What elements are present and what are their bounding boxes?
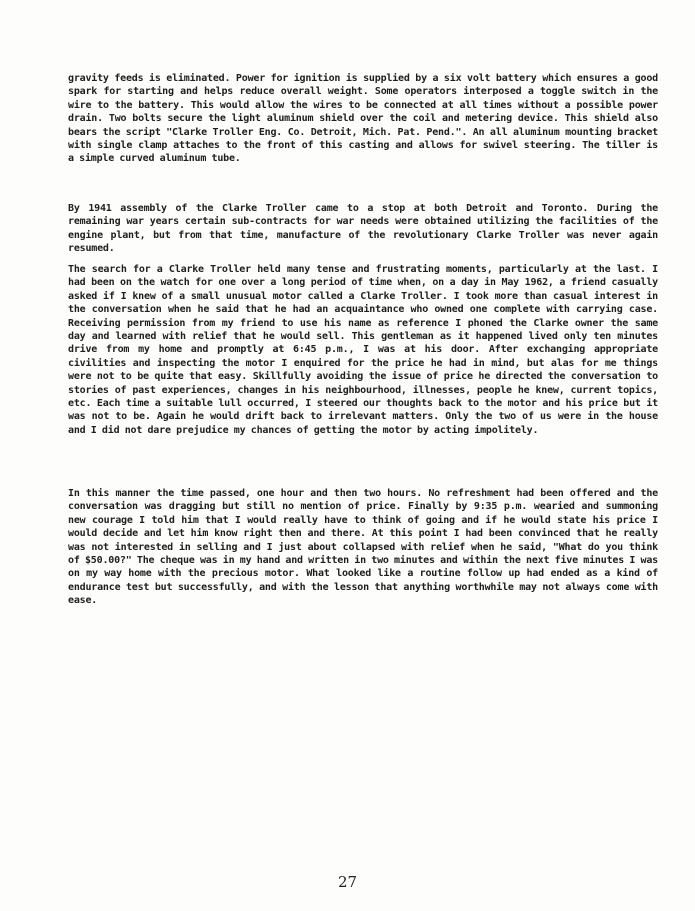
paragraph-production-end: By 1941 assembly of the Clarke Troller came to a stop at both Detroit and Toronto. During the remaining war years certain sub-contracts for war needs were obtained utilizing the facilities of the engine plant, but from that time, manufacture of the revolutionary Clarke Troller was never again resumed. [68, 203, 658, 255]
paragraph-search-for-troller: The search for a Clarke Troller held many tense and frustrating moments, particularly at the last. I had been on the watch for one over a long period of time when, on a day in May 1962, a friend casually asked if I knew of a small unusual motor called a Clarke Troller. I took more than casual interest in the conversation when he said that he had an acquaintance who owned one complete with carrying case. Receiving permission from my friend to use his name as reference I phoned the Clarke owner the same day and learned with relief that he would sell. This gentleman as it happened lived only ten minutes drive from my home and promptly at 6:45 p.m., I was at his door. After exchanging appropriate civilities and inspecting the motor I enquired for the price he had in mind, but alas for me things were not to be quite that easy. Skillfully avoiding the issue of price he directed the conversation to stories of past experiences, changes in his neighbourhood, illnesses, people he knew, current topics, etc. Each time a suitable lull occurred, I steered our thoughts back to the motor and his price but it was not to be. Again he would drift back to irrelevant matters. Only the two of us were in the house and I did not dare prejudice my chances of getting the motor by acting impolitely. [68, 264, 658, 436]
page-number: 27 [337, 873, 358, 891]
paragraph-purchase-outcome: In this manner the time passed, one hour and then two hours. No refreshment had been offered and the conversation was dragging but still no mention of price. Finally by 9:35 p.m. wearied and summoning new courage I told him that I would really have to think of going and if he would state his price I would decide and let him know right then and there. At this point I had been convinced that he really was not interested in selling and I just about collapsed with relief when he said, "What do you think of $50.00?" The cheque was in my hand and written in two minutes and within the next five minutes I was on my way home with the precious motor. What looked like a routine follow up had ended as a kind of endurance test but successfully, and with the lesson that anything worthwhile may not always come with ease. [68, 488, 658, 607]
paragraph-ignition-and-mounting: gravity feeds is eliminated. Power for ignition is supplied by a six volt battery which ensures a good spark for starting and helps reduce overall weight. Some operators interposed a toggle switch in the wire to the battery. This would allow the wires to be connected at all times without a possible power drain. Two bolts secure the light aluminum shield over the coil and metering device. This shield also bears the script "Clarke Troller Eng. Co. Detroit, Mich. Pat. Pend.". An all aluminum mounting bracket with single clamp attaches to the front of this casting and allows for swivel steering. The tiller is a simple curved aluminum tube. [68, 73, 658, 165]
